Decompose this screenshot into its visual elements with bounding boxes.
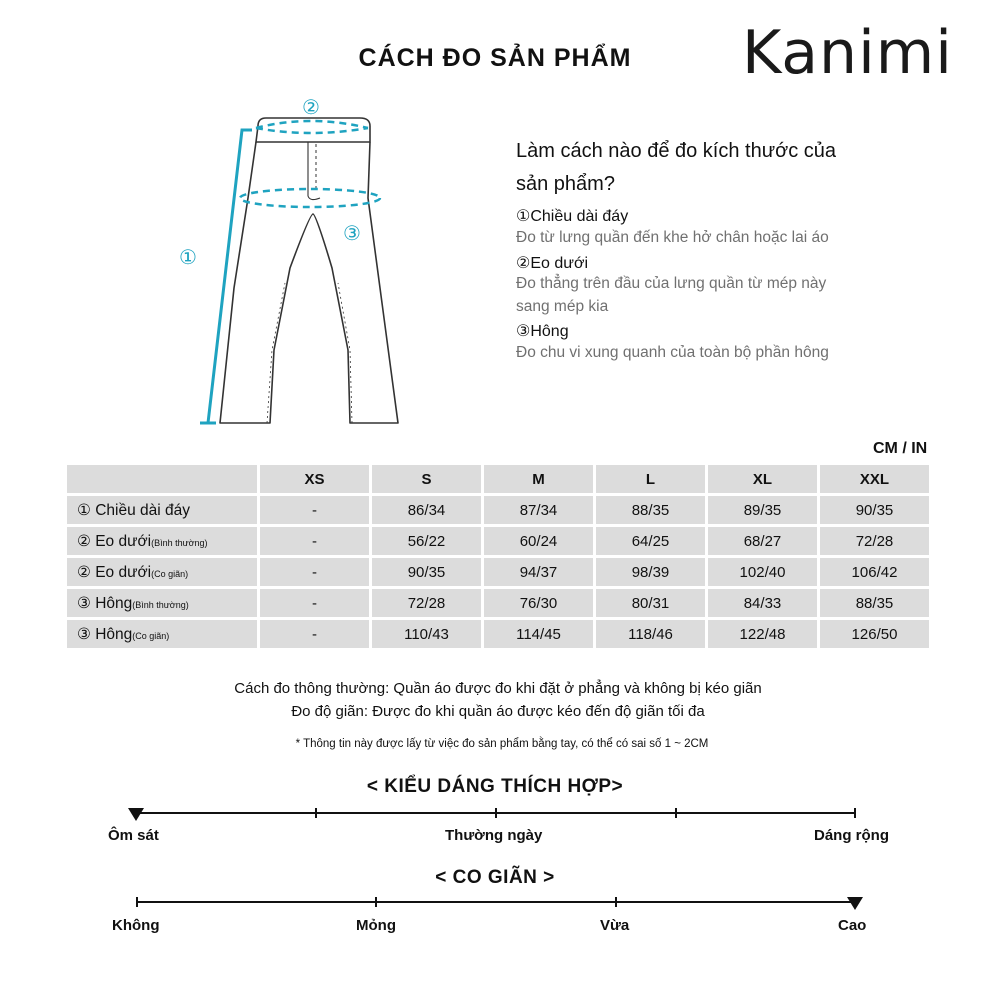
- table-cell: 60/24: [484, 527, 593, 555]
- table-header-cell: XL: [708, 465, 817, 493]
- stretch-scale-marker: [847, 897, 863, 911]
- table-cell: 68/27: [708, 527, 817, 555]
- table-header-cell: XS: [260, 465, 369, 493]
- note-normal: Cách đo thông thường: Quần áo được đo khi đặt ở phẳng và không bị kéo giãn: [234, 680, 762, 697]
- fit-scale-tick: [675, 808, 677, 818]
- brand-logo: Kanimi: [742, 18, 953, 88]
- guide-question: Làm cách nào để đo kích thước của: [516, 140, 837, 162]
- table-header-cell: XXL: [820, 465, 929, 493]
- guide-item-desc: Đo thẳng trên đầu của lưng quần từ mép này: [516, 275, 827, 292]
- row-label: [67, 589, 257, 617]
- guide-item-heading: ②Eo dưới: [516, 255, 589, 272]
- row-label-text: ③ Hông: [77, 594, 133, 612]
- table-cell: -: [260, 589, 369, 617]
- fit-label-regular: Thường ngày: [445, 827, 543, 844]
- table-cell: 72/28: [820, 527, 929, 555]
- guide-item-desc: Đo chu vi xung quanh của toàn bộ phần hông: [516, 344, 829, 361]
- fit-scale-marker: [128, 808, 144, 822]
- row-label-sub: (Bình thường): [132, 599, 189, 610]
- table-cell: 90/35: [820, 496, 929, 524]
- guide-item-desc-cont: sang mép kia: [516, 298, 609, 315]
- guide-item-desc: Đo từ lưng quần đến khe hở chân hoặc lai áo: [516, 229, 829, 246]
- stretch-scale-line: [136, 901, 856, 903]
- table-header-cell: M: [484, 465, 593, 493]
- fit-scale-tick: [854, 808, 856, 818]
- row-label-sub: (Bình thường): [151, 537, 208, 548]
- row-label-text: ② Eo dưới: [77, 563, 152, 581]
- label-2: ②: [302, 95, 320, 119]
- table-cell: 89/35: [708, 496, 817, 524]
- row-label-sub: (Co giãn): [132, 630, 170, 641]
- table-cell: -: [260, 558, 369, 586]
- guide-item-heading: ①Chiều dài đáy: [516, 208, 629, 225]
- fit-scale-tick: [495, 808, 497, 818]
- stretch-scale-tick: [615, 897, 617, 907]
- row-label: [67, 496, 257, 524]
- fit-scale-tick: [315, 808, 317, 818]
- guide-item-heading: ③Hông: [516, 323, 569, 340]
- table-cell: -: [260, 620, 369, 648]
- page-title: CÁCH ĐO SẢN PHẨM: [358, 44, 632, 72]
- table-cell: 72/28: [372, 589, 481, 617]
- row-label: [67, 620, 257, 648]
- unit-label: CM / IN: [873, 440, 928, 457]
- table-cell: 56/22: [372, 527, 481, 555]
- stretch-label-medium: Vừa: [600, 917, 630, 934]
- table-cell: 126/50: [820, 620, 929, 648]
- table-cell: 90/35: [372, 558, 481, 586]
- table-cell: 102/40: [708, 558, 817, 586]
- table-header-cell: L: [596, 465, 705, 493]
- table-row: [67, 527, 929, 555]
- table-header-cell: S: [372, 465, 481, 493]
- stretch-label-high: Cao: [838, 917, 867, 934]
- table-cell: 110/43: [372, 620, 481, 648]
- table-header-row: [67, 465, 929, 493]
- stretch-label-none: Không: [112, 917, 160, 934]
- row-label: [67, 527, 257, 555]
- pants-diagram: [170, 88, 400, 433]
- table-cell: 122/48: [708, 620, 817, 648]
- stretch-scale-title: < CO GIÃN >: [435, 867, 555, 888]
- table-header-empty: [67, 465, 257, 493]
- table-cell: -: [260, 527, 369, 555]
- row-label-sub: (Co giãn): [151, 568, 189, 579]
- label-1: ①: [179, 245, 197, 269]
- row-label-text: ③ Hông: [77, 625, 133, 643]
- table-cell: 64/25: [596, 527, 705, 555]
- table-cell: 76/30: [484, 589, 593, 617]
- table-cell: 84/33: [708, 589, 817, 617]
- fit-scale-title: < KIỂU DÁNG THÍCH HỢP>: [366, 776, 624, 797]
- guide-question-cont: sản phẩm?: [516, 173, 615, 195]
- table-cell: 80/31: [596, 589, 705, 617]
- fit-label-fitted: Ôm sát: [108, 827, 159, 844]
- row-label-text: ② Eo dưới: [77, 532, 152, 550]
- stretch-label-thin: Mỏng: [356, 917, 396, 934]
- disclaimer: * Thông tin này được lấy từ việc đo sản phẩm bằng tay, có thể có sai số 1 ~ 2CM: [295, 738, 709, 750]
- label-3: ③: [343, 221, 361, 245]
- table-cell: 88/35: [820, 589, 929, 617]
- table-row: [67, 620, 929, 648]
- table-cell: 94/37: [484, 558, 593, 586]
- stretch-scale-tick: [375, 897, 377, 907]
- row-label-text: ① Chiều dài đáy: [77, 501, 190, 519]
- row-label: [67, 558, 257, 586]
- table-row: [67, 558, 929, 586]
- table-cell: 106/42: [820, 558, 929, 586]
- table-cell: 86/34: [372, 496, 481, 524]
- table-cell: 118/46: [596, 620, 705, 648]
- pants-outline: [220, 142, 398, 423]
- table-cell: 87/34: [484, 496, 593, 524]
- table-row: [67, 589, 929, 617]
- table-cell: 88/35: [596, 496, 705, 524]
- stretch-scale-tick: [136, 897, 138, 907]
- note-stretch: Đo độ giãn: Được đo khi quần áo được kéo đến độ giãn tối đa: [291, 703, 705, 720]
- fit-label-loose: Dáng rộng: [814, 827, 889, 844]
- table-row: [67, 496, 929, 524]
- table-cell: 114/45: [484, 620, 593, 648]
- table-cell: 98/39: [596, 558, 705, 586]
- table-cell: -: [260, 496, 369, 524]
- size-table: [64, 462, 932, 651]
